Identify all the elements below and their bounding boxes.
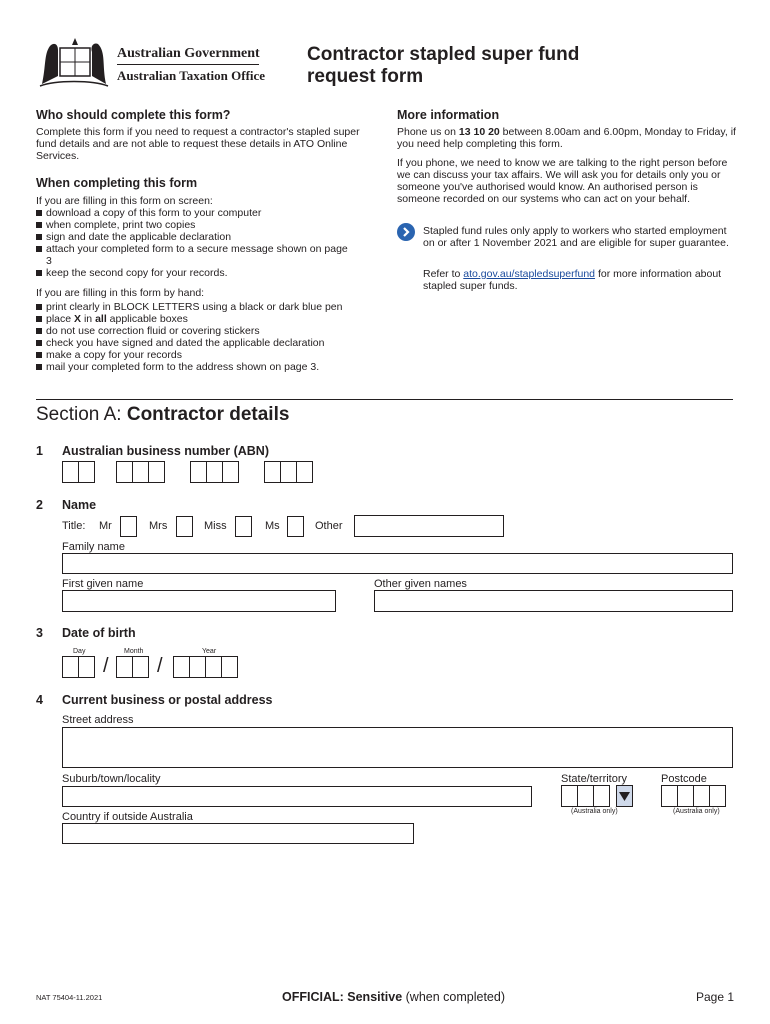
title-mrs-label: Mrs xyxy=(149,520,168,532)
agency-name: Australian Taxation Office xyxy=(117,68,266,83)
refer-text: Refer to ato.gov.au/stapledsuperfund for more information about stapled super funds. xyxy=(423,268,722,292)
postcode-label: Postcode xyxy=(661,773,707,785)
list-item: mail your completed form to the address shown on page 3. xyxy=(36,361,366,373)
list-item: keep the second copy for your records. xyxy=(36,267,366,279)
page-number: Page 1 xyxy=(696,990,735,1004)
dob-day[interactable] xyxy=(62,656,94,678)
first-given-label: First given name xyxy=(62,578,144,590)
triangle-down-icon xyxy=(617,786,632,806)
state-dropdown[interactable] xyxy=(616,785,633,807)
q4-label: Current business or postal address xyxy=(62,693,273,707)
form-title: Contractor stapled super fund request form xyxy=(307,44,580,87)
dob-year[interactable] xyxy=(173,656,237,678)
abn-group-3[interactable] xyxy=(190,461,238,483)
abn-group-1[interactable] xyxy=(62,461,94,483)
list-item: sign and date the applicable declaration xyxy=(36,231,366,243)
dob-month[interactable] xyxy=(116,656,148,678)
postcode-field[interactable] xyxy=(661,785,725,807)
list-item: download a copy of this form to your computer xyxy=(36,207,366,219)
state-note: (Australia only) xyxy=(571,808,618,815)
abn-group-4[interactable] xyxy=(264,461,312,483)
other-given-field[interactable] xyxy=(374,590,733,612)
q1-number: 1 xyxy=(36,444,43,458)
ms-checkbox[interactable] xyxy=(287,516,304,537)
list-item: make a copy for your records xyxy=(36,349,366,361)
q2-label: Name xyxy=(62,498,97,512)
date-separator: / xyxy=(103,655,109,677)
family-name-label: Family name xyxy=(62,541,125,553)
form-code: NAT 75404-11.2021 xyxy=(36,993,103,1002)
abn-group-2[interactable] xyxy=(116,461,164,483)
q3-label: Date of birth xyxy=(62,626,136,640)
mr-checkbox[interactable] xyxy=(120,516,137,537)
list-item: place X in all applicable boxes xyxy=(36,313,366,325)
year-label: Year xyxy=(202,648,217,655)
hand-list xyxy=(36,301,366,373)
miss-checkbox[interactable] xyxy=(235,516,252,537)
day-label: Day xyxy=(73,648,86,655)
street-field[interactable] xyxy=(62,727,733,768)
who-heading: Who should complete this form? xyxy=(36,108,231,122)
title-other-label: Other xyxy=(315,520,343,532)
who-text: Complete this form if you need to request a contractor's stapled super fund details and are not able to request these details in ATO Online Services. xyxy=(36,126,360,162)
other-given-label: Other given names xyxy=(374,578,467,590)
title-mr-label: Mr xyxy=(99,520,112,532)
suburb-field[interactable] xyxy=(62,786,532,807)
screen-intro: If you are filling in this form on screen: xyxy=(36,195,213,207)
phone-para2: If you phone, we need to know we are talking to the right person before we can discuss your tax affairs. We will ask you for details only you or someone you've authorised would know. An authorised person is someone recorded on our systems who can act on your behalf. xyxy=(397,157,728,205)
title-label: Title: xyxy=(62,520,86,532)
stapled-note: Stapled fund rules only apply to workers who started employment on or after 1 November 2021 and are eligible for super guarantee. xyxy=(423,225,729,249)
mrs-checkbox[interactable] xyxy=(176,516,193,537)
q1-label: Australian business number (ABN) xyxy=(62,444,269,458)
title-miss-label: Miss xyxy=(204,520,227,532)
street-label: Street address xyxy=(62,714,134,726)
q3-number: 3 xyxy=(36,626,43,640)
country-field[interactable] xyxy=(62,823,414,844)
suburb-label: Suburb/town/locality xyxy=(62,773,161,785)
first-given-field[interactable] xyxy=(62,590,336,612)
other-title-field[interactable] xyxy=(354,515,504,537)
screen-list xyxy=(36,207,366,279)
gov-rule xyxy=(117,64,259,65)
title-ms-label: Ms xyxy=(265,520,280,532)
chevron-right-icon xyxy=(397,223,415,241)
section-rule xyxy=(36,399,733,400)
q2-number: 2 xyxy=(36,498,43,512)
section-title: Section A: Contractor details xyxy=(36,404,290,425)
list-item: check you have signed and dated the applicable declaration xyxy=(36,337,366,349)
phone-text: Phone us on 13 10 20 between 8.00am and 6.00pm, Monday to Friday, if you need help completing this form. xyxy=(397,126,736,150)
when-heading: When completing this form xyxy=(36,176,198,190)
state-label: State/territory xyxy=(561,773,628,785)
country-label: Country if outside Australia xyxy=(62,811,193,823)
state-field[interactable] xyxy=(561,785,609,807)
list-item: print clearly in BLOCK LETTERS using a black or dark blue pen xyxy=(36,301,366,313)
hand-intro: If you are filling in this form by hand: xyxy=(36,287,205,299)
q4-number: 4 xyxy=(36,693,43,707)
classification: OFFICIAL: Sensitive (when completed) xyxy=(282,990,505,1004)
month-label: Month xyxy=(124,648,144,655)
list-item: when complete, print two copies xyxy=(36,219,366,231)
list-item: do not use correction fluid or covering stickers xyxy=(36,325,366,337)
more-heading: More information xyxy=(397,108,500,122)
date-separator: / xyxy=(157,655,163,677)
family-name-field[interactable] xyxy=(62,553,733,574)
gov-name: Australian Government xyxy=(117,46,260,61)
postcode-note: (Australia only) xyxy=(673,808,720,815)
stapled-link[interactable]: ato.gov.au/stapledsuperfund xyxy=(463,268,596,280)
coat-of-arms-icon xyxy=(36,36,112,88)
list-item: attach your completed form to a secure message shown on page 3 xyxy=(36,243,356,267)
